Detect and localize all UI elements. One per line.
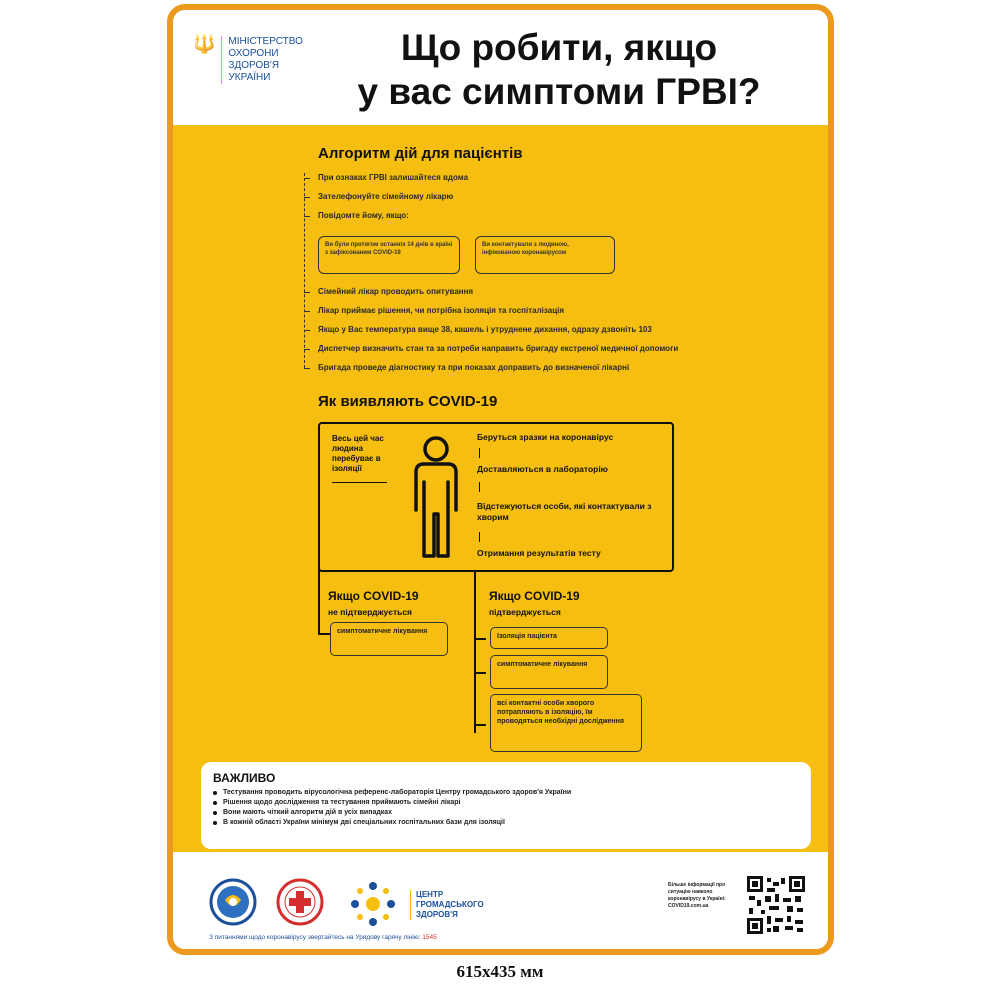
trident-icon: 🔱 <box>193 34 216 55</box>
main-panel <box>173 125 828 852</box>
bullet-icon <box>213 811 217 815</box>
hotline-number: 1545 <box>422 934 437 941</box>
phc-name: ЦЕНТР ГРОМАДСЬКОГО ЗДОРОВ'Я <box>410 890 484 920</box>
detection-step: Беруться зразки на коронавірус <box>477 432 614 442</box>
ministry-line: ОХОРОНИ <box>228 48 279 59</box>
timeline-tick <box>304 197 310 198</box>
size-caption: 615x435 мм <box>456 962 544 981</box>
header <box>173 10 828 125</box>
not-confirmed-subtitle: не підтверджується <box>328 607 413 617</box>
confirmed-subtitle: підтверджується <box>489 607 561 617</box>
not-confirmed-title: Якщо COVID-19 <box>328 589 419 603</box>
timeline-tick <box>304 311 310 312</box>
confirmed-title: Якщо COVID-19 <box>489 589 580 603</box>
algorithm-step: При ознаках ГРВІ залишайтеся вдома <box>318 173 469 182</box>
timeline-tick <box>304 349 310 350</box>
person-icon <box>410 436 462 560</box>
branch-connector <box>318 633 330 635</box>
detection-step: Отримання результатів тесту <box>477 548 601 558</box>
detection-box <box>318 422 674 572</box>
detection-title: Як виявляють COVID-19 <box>318 393 498 410</box>
timeline-tick <box>304 178 310 179</box>
bullet-icon <box>213 801 217 805</box>
condition-box: Ви були протягом останніх 14 днів в країні з зафіксованим COVID-19 <box>318 236 460 274</box>
footer <box>173 852 828 955</box>
timeline-tick <box>304 216 310 217</box>
step-separator <box>479 448 480 458</box>
red-cross-logo <box>276 878 324 926</box>
ministry-line: УКРАЇНИ <box>228 72 271 83</box>
step-separator <box>479 532 480 542</box>
outcome-box: Ізоляція пацієнта <box>490 627 608 649</box>
ministry-line: ЗДОРОВ'Я <box>228 60 280 71</box>
branch-line-left <box>318 555 320 635</box>
important-title: ВАЖЛИВО <box>213 771 276 785</box>
note-underline <box>332 482 387 483</box>
phc-logo <box>345 878 401 930</box>
important-item: Тестування проводить вірусологічна референс-лабораторія Центру громадського здоров'я України <box>213 788 799 798</box>
algorithm-step: Диспетчер визначить стан та за потреби направить бригаду екстреної медичної допомоги <box>318 344 679 353</box>
qr-note: Більше інформації про ситуацію навколо коронавірусу в Україні: COVID19.com.ua <box>668 882 726 909</box>
step-separator <box>479 482 480 492</box>
poster <box>167 4 834 955</box>
algorithm-step: Сімейний лікар проводить опитування <box>318 287 474 296</box>
algorithm-step: Якщо у Вас температура вище 38, кашель і утруднене дихання, одразу дзвоніть 103 <box>318 325 652 334</box>
important-item: Вони мають чіткий алгоритм дій в усіх випадках <box>213 808 799 818</box>
algorithm-step: Зателефонуйте сімейному лікарю <box>318 192 454 201</box>
hotline <box>209 934 437 941</box>
bullet-icon <box>213 821 217 825</box>
qr-code <box>747 876 805 934</box>
branch-connector <box>474 724 486 726</box>
hotline-text: З питаннями щодо коронавірусу звертайтесь на Урядову гарячу лінію: <box>209 934 421 941</box>
outcome-box: всі контактні особи хворого потрапляють в ізоляцію, їм проводяться необхідні дослідження <box>490 694 642 752</box>
detection-step: Доставляються в лабораторію <box>477 464 608 474</box>
title-line-1: Що робити, якщо <box>400 27 718 68</box>
page-title <box>324 26 794 114</box>
important-item: В кожній області України мінімум дві спеціальних госпітальних бази для ізоляції <box>213 818 799 828</box>
title-line-2: у вас симптоми ГРВІ? <box>357 71 761 112</box>
ministry-logo <box>193 36 303 84</box>
outcome-box: симптоматичне лікування <box>330 622 448 656</box>
timeline-tick <box>304 368 310 369</box>
algorithm-step: Повідомте йому, якщо: <box>318 211 409 220</box>
ministry-line: МІНІСТЕРСТВО <box>228 36 303 47</box>
timeline-tick <box>304 292 310 293</box>
bullet-icon <box>213 791 217 795</box>
important-box <box>201 762 811 849</box>
branch-connector <box>474 638 486 640</box>
algorithm-step: Бригада проведе діагностику та при показах доправить до визначеної лікарні <box>318 363 630 372</box>
important-item: Рішення щодо дослідження та тестування приймають сімейні лікарі <box>213 798 799 808</box>
isolation-note: Весь цей час людина перебуває в ізоляції <box>332 434 384 473</box>
algorithm-timeline <box>304 173 305 368</box>
timeline-tick <box>304 330 310 331</box>
emblem-logo <box>209 878 257 926</box>
branch-line-right <box>474 571 476 733</box>
algorithm-step: Лікар приймає рішення, чи потрібна ізоляція та госпіталізація <box>318 306 565 315</box>
outcome-box: симптоматичне лікування <box>490 655 608 689</box>
branch-connector <box>474 672 486 674</box>
detection-step: Відстежуються особи, які контактували з хворим <box>477 501 652 522</box>
algorithm-title: Алгоритм дій для пацієнтів <box>318 145 523 162</box>
condition-box: Ви контактували з людиною, інфікованою коронавірусом <box>475 236 615 274</box>
